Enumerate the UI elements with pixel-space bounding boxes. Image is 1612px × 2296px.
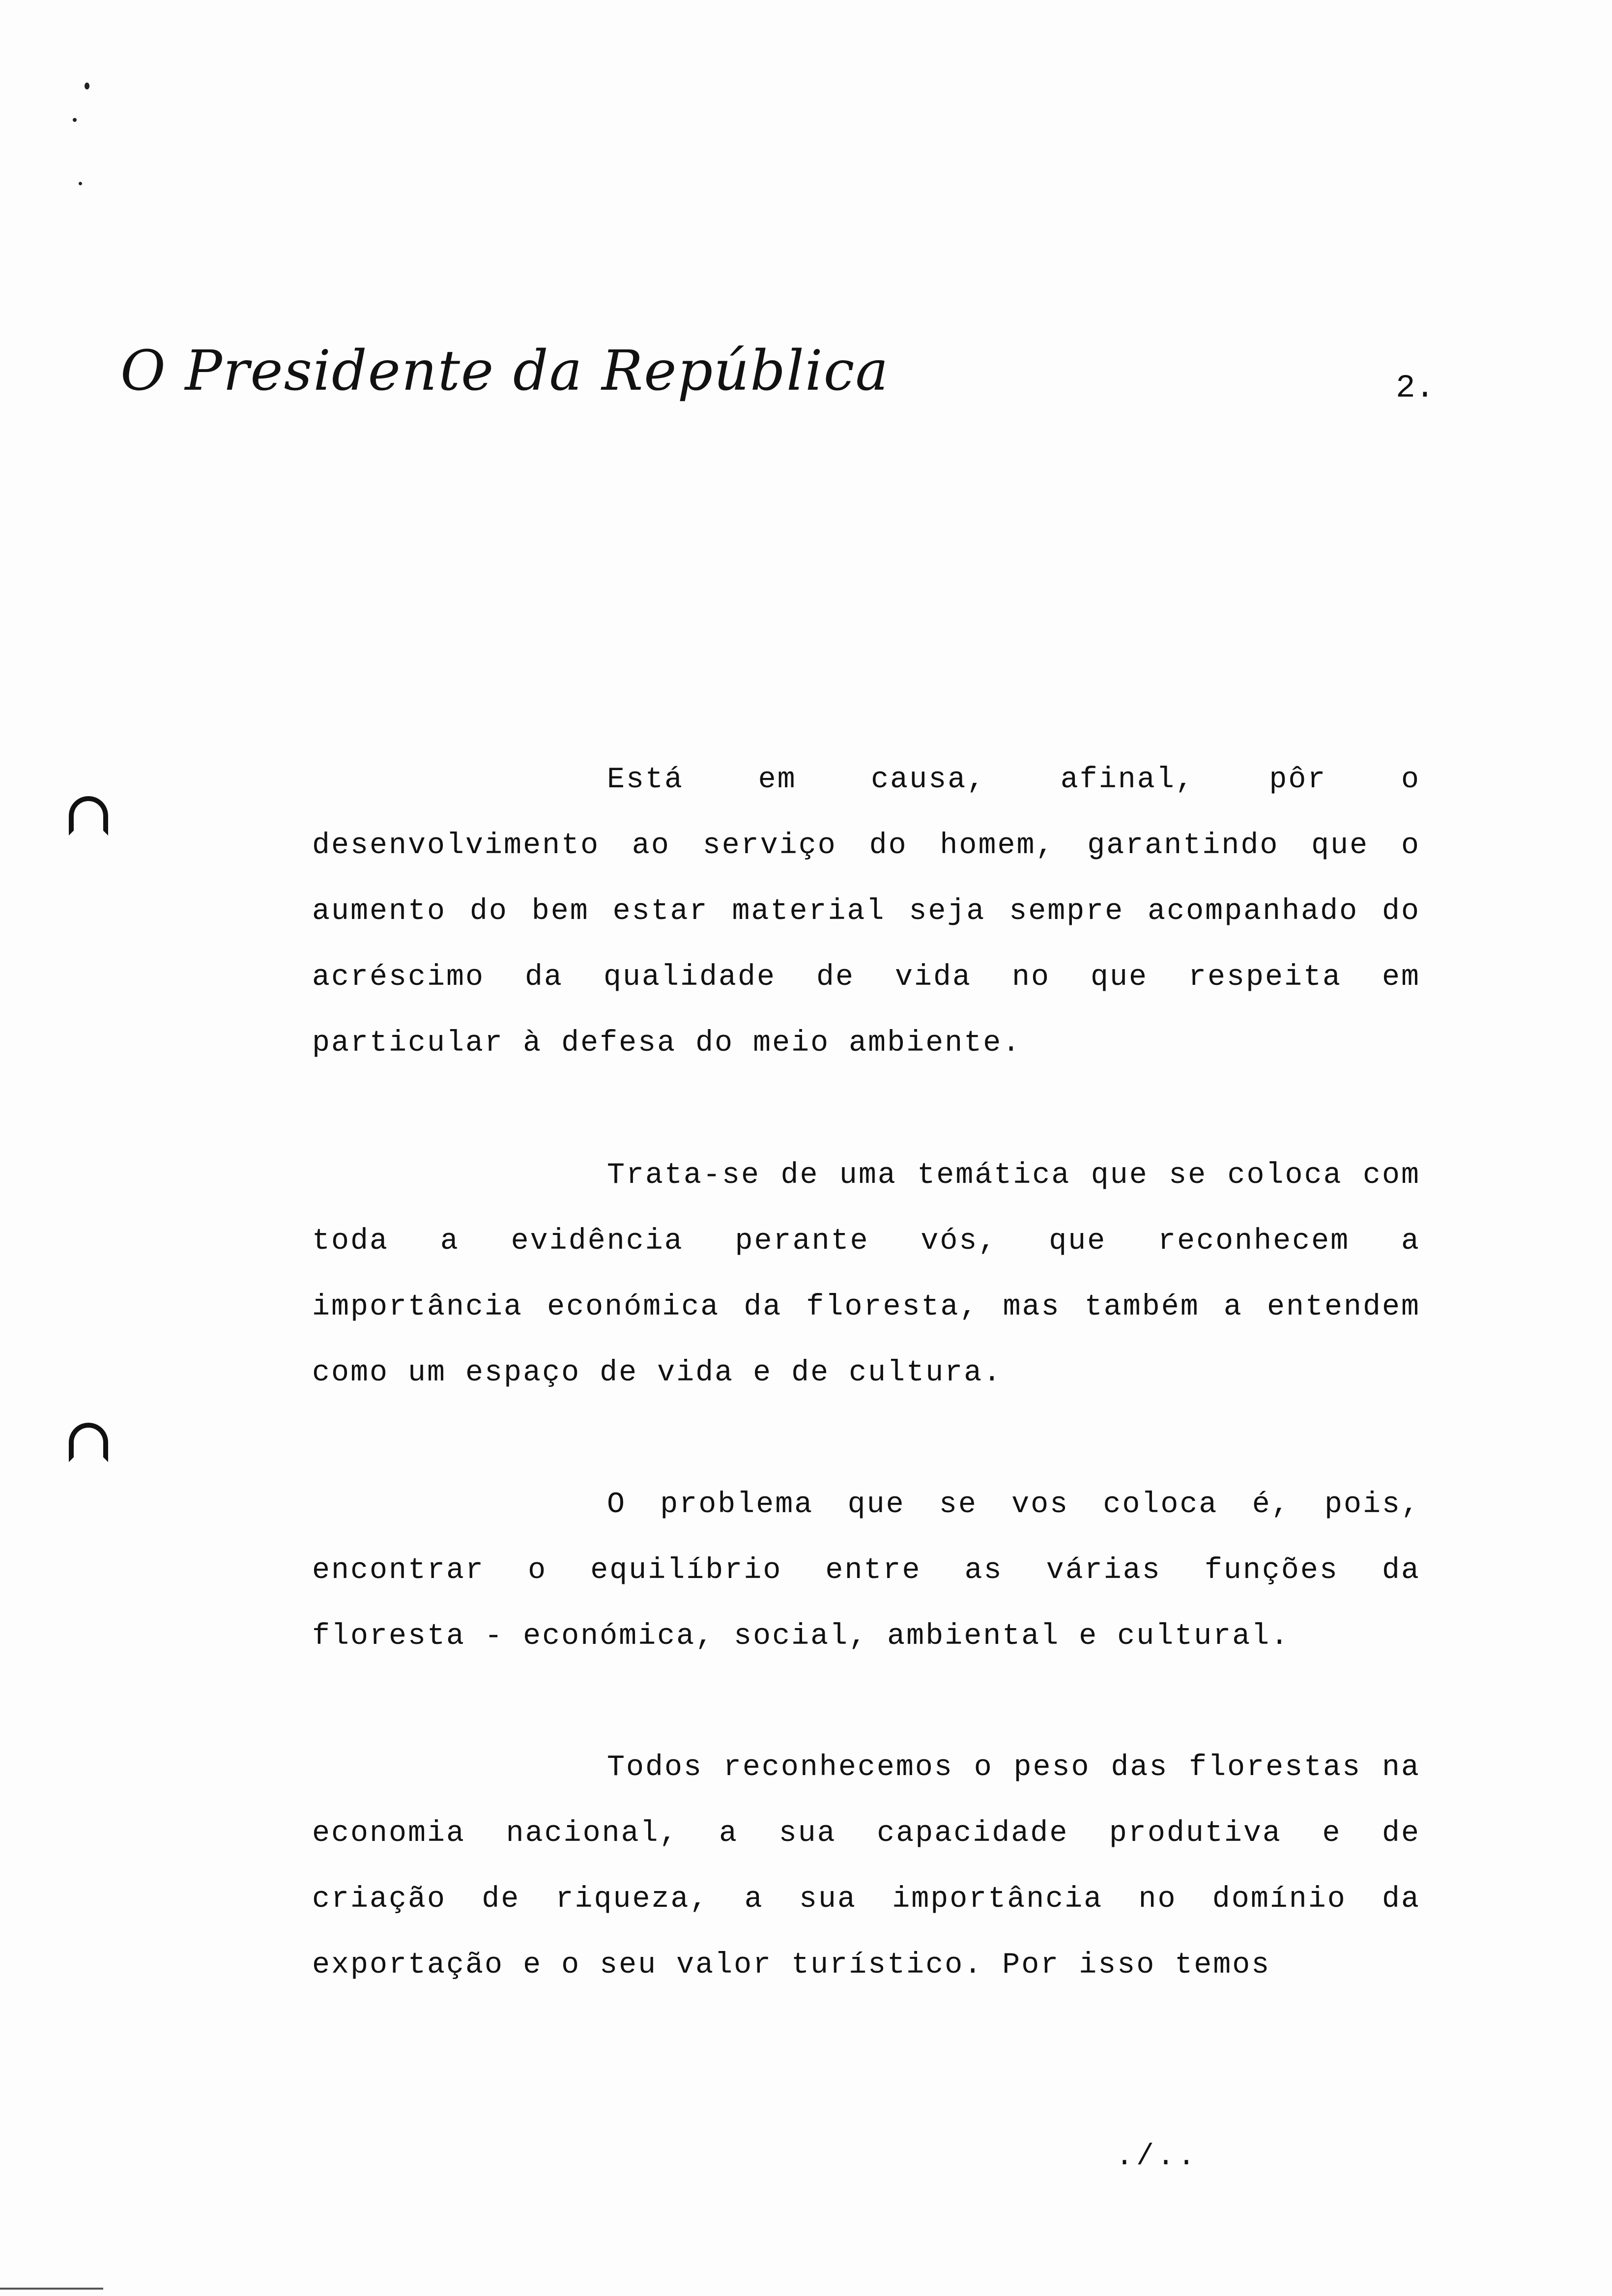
- punch-hole-top: [69, 796, 108, 835]
- bottom-edge-rule: [0, 2288, 103, 2290]
- paragraph-4: Todos reconhecemos o peso das florestas na economia nacional, a sua capacidade produtiva e de criação de riqueza, a sua importância no domínio da exportação e o seu valor turístico. Por isso temos: [312, 1751, 1420, 1982]
- scan-speck: [79, 182, 82, 185]
- scan-speck: [85, 83, 89, 89]
- scan-speck: [73, 118, 77, 122]
- paragraph-1: Está em causa, afinal, pôr o desenvolvimento ao serviço do homem, garantindo que o aumento do bem estar material seja sempre acompanhado do acréscimo da qualidade de vida no que respeita em particular à defesa do meio ambiente.: [312, 763, 1420, 1060]
- punch-hole-bottom: [69, 1423, 108, 1462]
- paragraph-2: Trata-se de uma temática que se coloca com toda a evidência perante vós, que reconhecem a importância económica da floresta, mas também a entendem como um espaço de vida e de cultura.: [312, 1159, 1420, 1390]
- letterhead-title: O Presidente da República: [120, 339, 890, 403]
- paragraph-3: O problema que se vos coloca é, pois, encontrar o equilíbrio entre as várias funções da floresta - económica, social, ambiental e cultural.: [312, 1488, 1420, 1653]
- continuation-mark: ./..: [1116, 2140, 1199, 2174]
- page-number: 2.: [1396, 370, 1435, 406]
